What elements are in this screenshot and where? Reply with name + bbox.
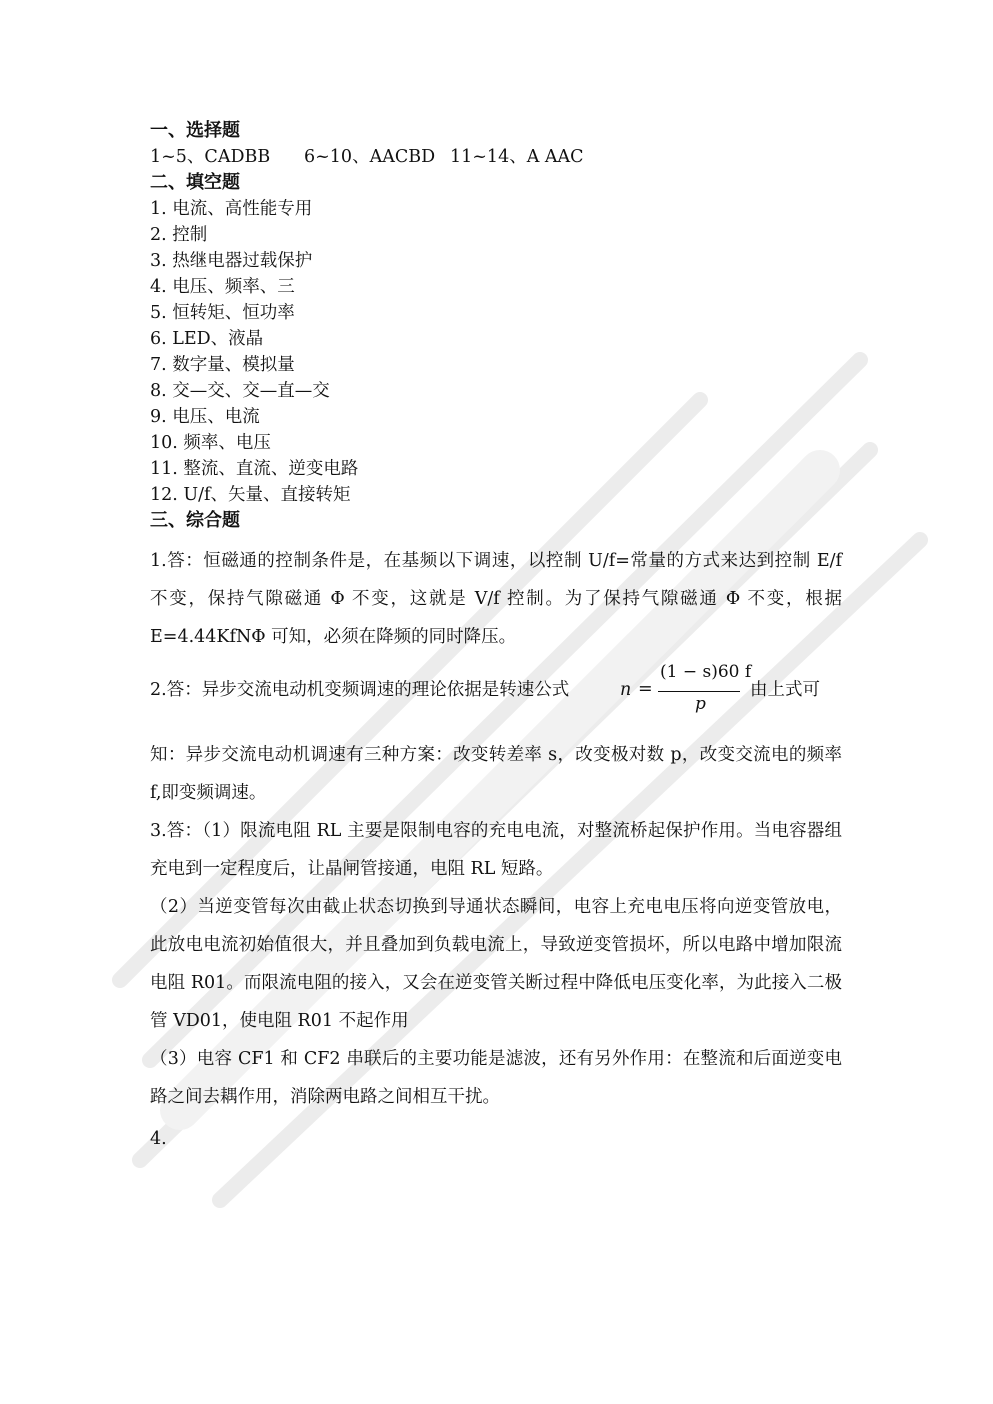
formula-denominator: p	[695, 694, 706, 714]
formula-lhs: n	[620, 680, 632, 700]
fill-item: 4. 电压、频率、三	[150, 277, 295, 297]
answer-3-part-2: （2）当逆变管每次由截止状态切换到导通状态瞬间，电容上充电电压将向逆变管放电，此放电电流初始值很大，并且叠加到负载电流上，导致逆变管损坏，所以电路中增加限流电阻 R01。而限流电阻的接入，又会在逆变管关断过程中降低电压变化率，为此接入二极管 VD01，使电阻 R01 不起作用	[150, 897, 842, 1031]
formula-equals: =	[638, 679, 653, 699]
fill-item: 10. 频率、电压	[150, 433, 271, 453]
fill-item: 1. 电流、高性能专用	[150, 199, 313, 219]
fill-item: 7. 数字量、模拟量	[150, 355, 295, 375]
choice-group-1: 1~5、CADBB	[150, 147, 271, 167]
section-heading-fill: 二、填空题	[150, 172, 240, 193]
choice-group-3: 11~14、A AAC	[450, 147, 584, 167]
fill-item: 12. U/f、矢量、直接转矩	[150, 485, 351, 505]
answer-4: 4.	[150, 1129, 167, 1149]
choice-answers	[150, 144, 850, 170]
fill-item: 5. 恒转矩、恒功率	[150, 303, 295, 323]
fill-item: 9. 电压、电流	[150, 407, 260, 427]
answer-content	[150, 118, 850, 1158]
fill-item: 3. 热继电器过载保护	[150, 251, 313, 271]
fill-item: 8. 交—交、交—直—交	[150, 381, 330, 401]
answer-3-part-3: （3）电容 CF1 和 CF2 串联后的主要功能是滤波，还有另外作用：在整流和后面逆变电路之间去耦作用，消除两电路之间相互干扰。	[150, 1049, 842, 1107]
fill-item: 2. 控制	[150, 225, 208, 245]
fill-item: 11. 整流、直流、逆变电路	[150, 459, 359, 479]
answer-2-formula-line	[150, 662, 850, 722]
speed-formula	[620, 662, 752, 722]
formula-numerator: (1 − s)60 f	[660, 662, 752, 682]
answer-2-body: 知：异步交流电动机调速有三种方案：改变转差率 s，改变极对数 p，改变交流电的频率 f,即变频调速。	[150, 745, 842, 803]
section-heading-choice: 一、选择题	[150, 120, 240, 141]
answer-1: 1.答：恒磁通的控制条件是，在基频以下调速，以控制 U/f=常量的方式来达到控制 E/f 不变，保持气隙磁通 Φ 不变，这就是 V/f 控制。为了保持气隙磁通 Φ 不变，根据 E=4.44KfNΦ 可知，必须在降频的同时降压。	[150, 551, 842, 647]
choice-group-2: 6~10、AACBD	[304, 147, 436, 167]
answer-2-tail: 由上式可	[750, 680, 820, 700]
answer-2-lead: 2.答：异步交流电动机变频调速的理论依据是转速公式	[150, 680, 570, 700]
fill-item: 6. LED、液晶	[150, 329, 264, 349]
fraction-bar	[658, 691, 740, 692]
section-heading-comprehensive: 三、综合题	[150, 510, 240, 531]
answer-3-part-1: 3.答：（1）限流电阻 RL 主要是限制电容的充电电流，对整流桥起保护作用。当电容器组充电到一定程度后，让晶闸管接通，电阻 RL 短路。	[150, 821, 842, 879]
